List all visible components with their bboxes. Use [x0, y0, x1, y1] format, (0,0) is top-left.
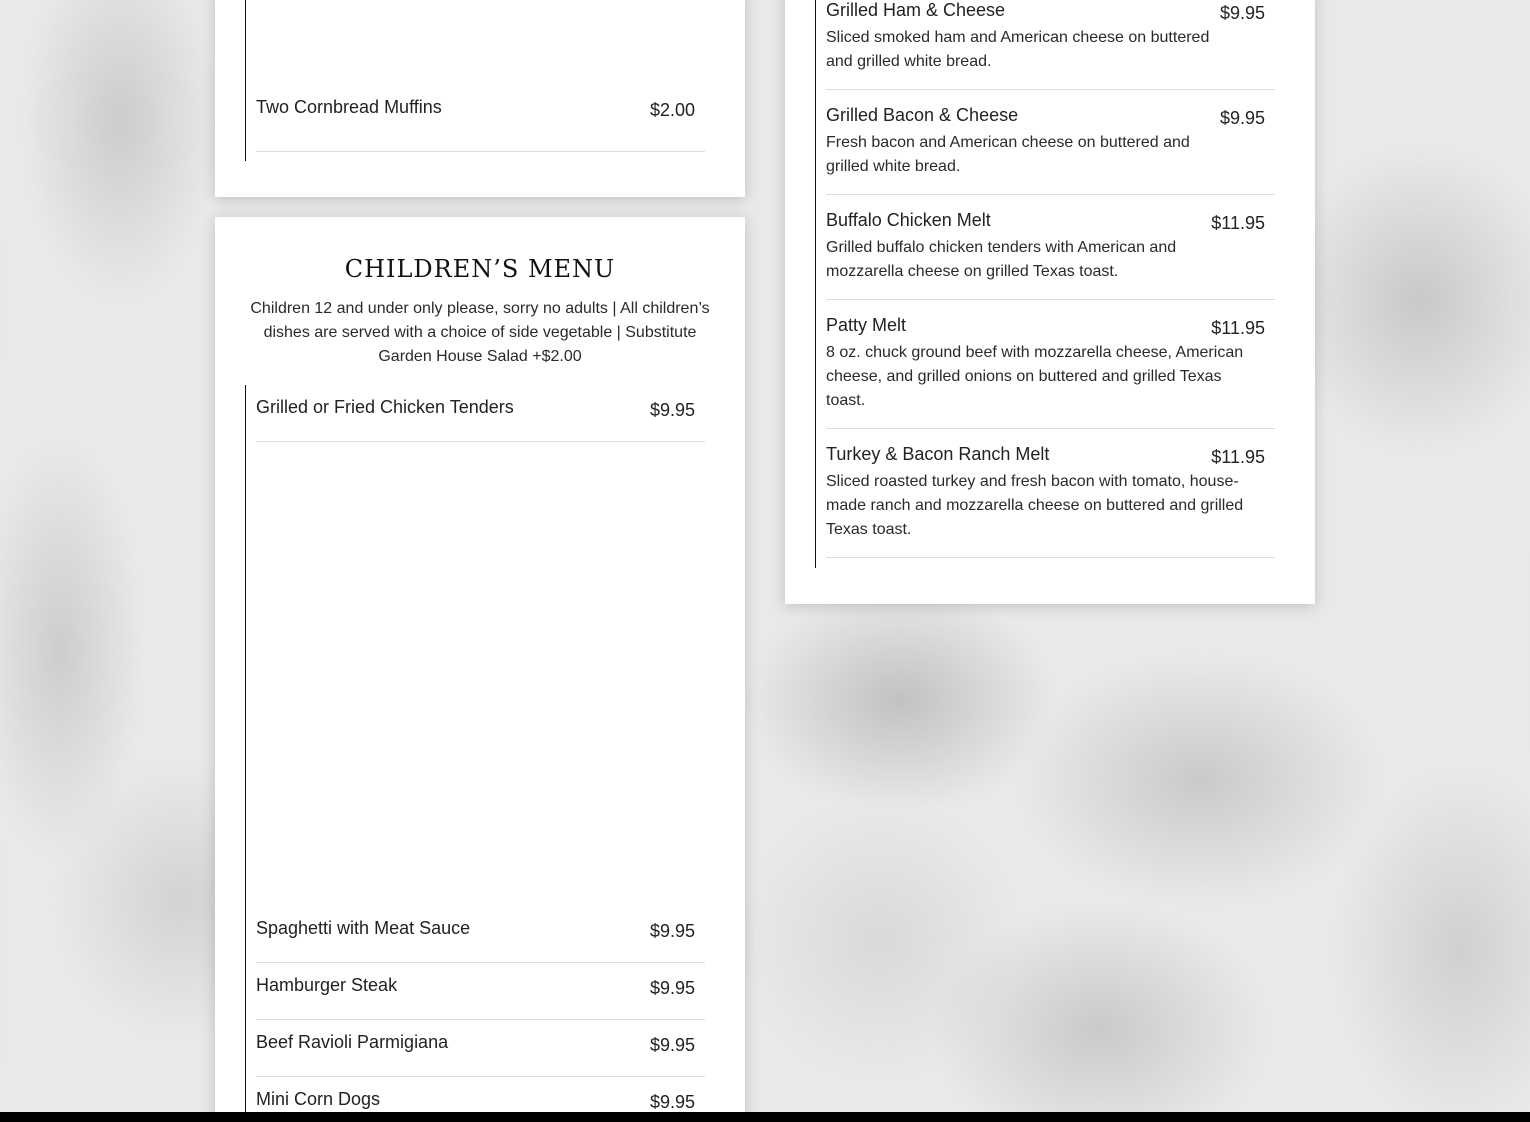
- menu-item-price: $9.95: [649, 921, 695, 941]
- card-accent-line: [815, 0, 816, 568]
- menu-item-name: Turkey & Bacon Ranch Melt: [826, 444, 1050, 464]
- menu-item-name: Mini Corn Dogs: [256, 1089, 381, 1109]
- card-accent-line: [245, 0, 246, 161]
- section-description: Children 12 and under only please, sorry no adults | All children’s dishes are served with a choice of side vegetable | Substitute Garden House Salad +$2.00: [250, 300, 710, 365]
- menu-item: [256, 1020, 705, 1077]
- menu-card-melts: [785, 0, 1315, 604]
- menu-item-price: $9.95: [1219, 3, 1265, 23]
- menu-item: [256, 963, 705, 1020]
- menu-item: [256, 90, 705, 152]
- menu-item-name: Hamburger Steak: [256, 975, 398, 995]
- menu-item-name: Buffalo Chicken Melt: [826, 210, 991, 230]
- menu-item-name: Grilled Ham & Cheese: [826, 0, 1006, 20]
- menu-item-description: Sliced roasted turkey and fresh bacon with tomato, house-made ranch and mozzarella cheese on buttered and grilled Texas toast.: [826, 473, 1244, 538]
- bottom-bar: [0, 1112, 1530, 1122]
- menu-item: [256, 385, 705, 442]
- menu-item-description: 8 oz. chuck ground beef with mozzarella cheese, American cheese, and grilled onions on buttered and grilled Texas toast.: [826, 344, 1244, 409]
- menu-card-sides: [215, 0, 745, 197]
- menu-item-price: $2.00: [649, 100, 695, 120]
- menu-item: [826, 0, 1275, 90]
- menu-item-price: $9.95: [649, 400, 695, 420]
- menu-item: [826, 300, 1275, 429]
- menu-item: [826, 90, 1275, 195]
- menu-item-description: Grilled buffalo chicken tenders with American and mozzarella cheese on grilled Texas toast.: [826, 239, 1177, 280]
- menu-item-description: Sliced smoked ham and American cheese on buttered and grilled white bread.: [826, 29, 1210, 70]
- menu-item-price: $9.95: [649, 1092, 695, 1112]
- menu-item: [256, 906, 705, 963]
- card-accent-line: [245, 385, 246, 1122]
- menu-item-name: Two Cornbread Muffins: [256, 97, 442, 117]
- menu-item: [826, 429, 1275, 558]
- menu-item-price: $11.95: [1211, 447, 1265, 467]
- menu-card-childrens: [215, 217, 745, 1122]
- menu-item: [826, 195, 1275, 300]
- menu-item-price: $11.95: [1211, 318, 1265, 338]
- section-title: CHILDREN’S MENU: [344, 255, 616, 283]
- menu-item-name: Beef Ravioli Parmigiana: [256, 1032, 449, 1052]
- menu-item-name: Spaghetti with Meat Sauce: [256, 918, 471, 938]
- menu-item-name: Grilled Bacon & Cheese: [826, 105, 1019, 125]
- menu-item-price: $9.95: [649, 978, 695, 998]
- menu-item-name: Patty Melt: [826, 315, 907, 335]
- menu-item-price: $11.95: [1211, 213, 1265, 233]
- menu-item-description: Fresh bacon and American cheese on buttered and grilled white bread.: [826, 134, 1190, 175]
- menu-item-price: $9.95: [1219, 108, 1265, 128]
- menu-item-name: Grilled or Fried Chicken Tenders: [256, 397, 514, 417]
- menu-item-price: $9.95: [649, 1035, 695, 1055]
